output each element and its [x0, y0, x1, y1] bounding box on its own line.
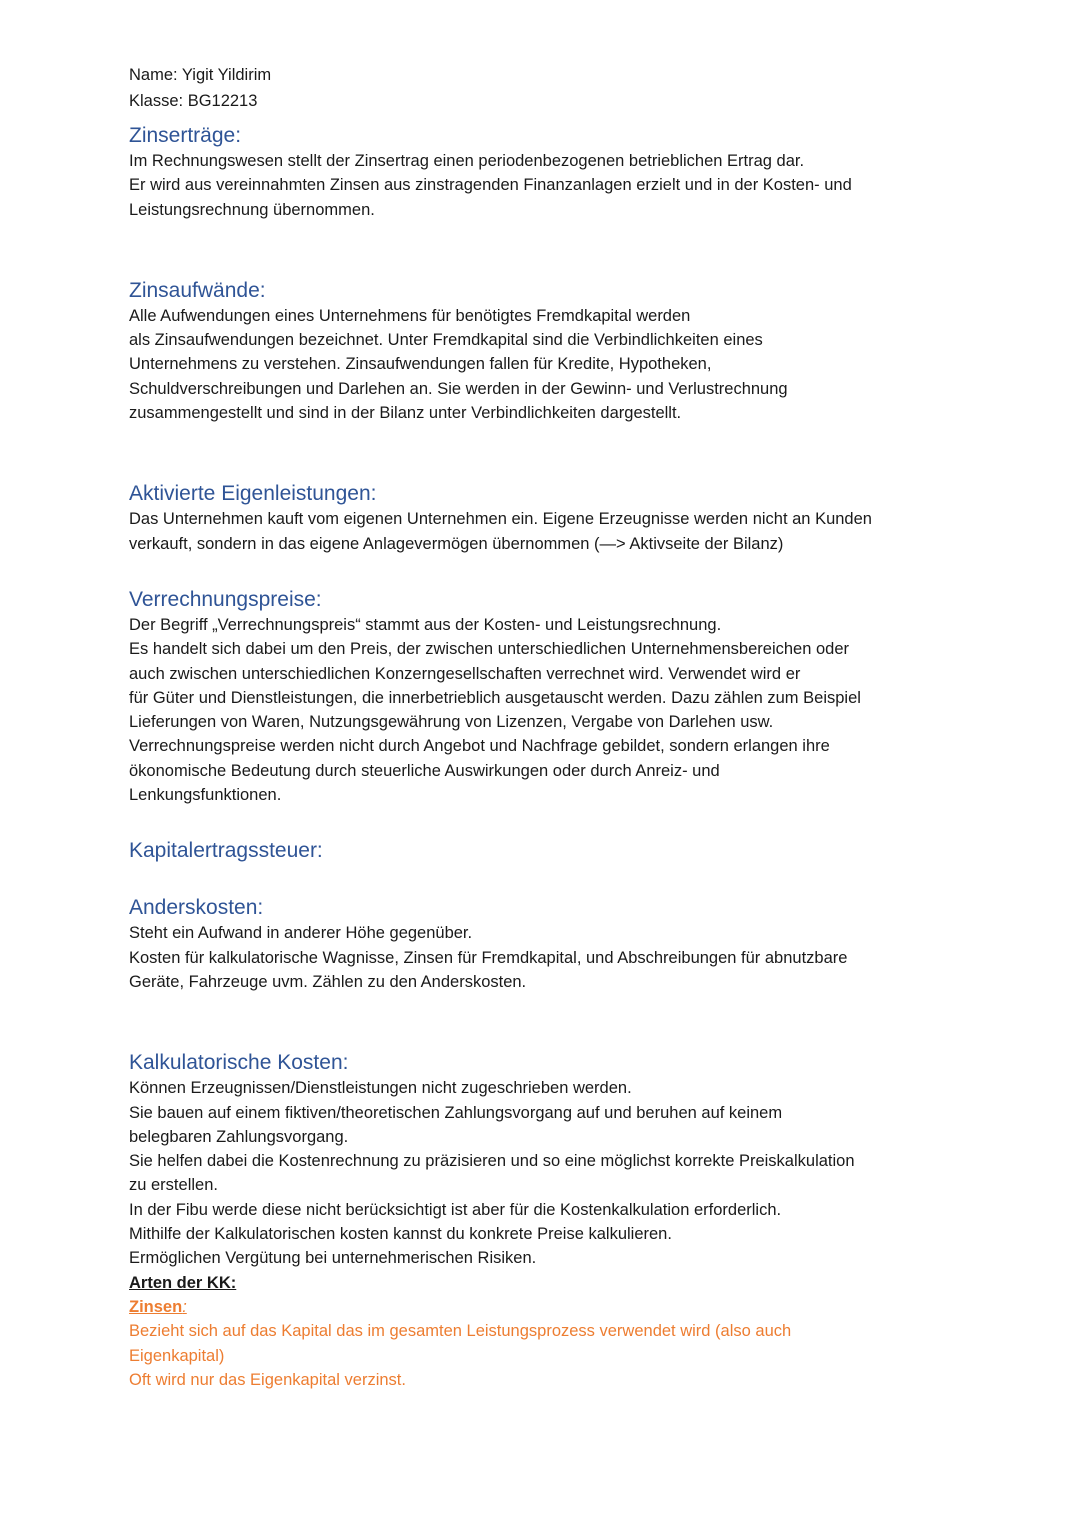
text-verrechnungspreise [129, 613, 969, 807]
section-verrechnungspreise [129, 586, 969, 807]
text-line: Sie bauen auf einem fiktiven/theoretischen Zahlungsvorgang auf und beruhen auf keinem [129, 1103, 783, 1122]
text-line: ökonomische Bedeutung durch steuerliche Auswirkungen oder durch Anreiz- und [129, 761, 720, 780]
document-page [129, 62, 969, 1392]
text-line: Es handelt sich dabei um den Preis, der zwischen unterschiedlichen Unternehmensbereichen oder [129, 640, 849, 659]
text-line: Verrechnungspreise werden nicht durch Angebot und Nachfrage gebildet, sondern erlangen ihre [129, 737, 830, 756]
text-line: Ermöglichen Vergütung bei unternehmerischen Risiken. [129, 1249, 537, 1268]
text-line: Das Unternehmen kauft vom eigenen Unternehmen ein. Eigene Erzeugnisse werden nicht an Kunden [129, 510, 872, 529]
heading-aktivierte-eigenleistungen: Aktivierte Eigenleistungen: [129, 482, 377, 506]
heading-kalkulatorische-kosten: Kalkulatorische Kosten: [129, 1051, 349, 1075]
text-line: auch zwischen unterschiedlichen Konzerngesellschaften verrechnet wird. Verwendet wird er [129, 664, 801, 683]
arten-der-kk-heading: Arten der KK: [129, 1273, 237, 1292]
text-line: für Güter und Dienstleistungen, die innerbetrieblich ausgetauscht werden. Dazu zählen zum Beispiel [129, 688, 861, 707]
text-line: Eigenkapital) [129, 1346, 225, 1365]
text-line: Alle Aufwendungen eines Unternehmens für benötigtes Fremdkapital werden [129, 306, 691, 325]
text-line: Leistungsrechnung übernommen. [129, 200, 375, 219]
heading-zinsaufwaende: Zinsaufwände: [129, 278, 266, 302]
text-line: In der Fibu werde diese nicht berücksichtigt ist aber für die Kostenkalkulation erforderlich. [129, 1200, 782, 1219]
heading-zinsertraege: Zinserträge: [129, 124, 242, 147]
text-line: als Zinsaufwendungen bezeichnet. Unter Fremdkapital sind die Verbindlichkeiten eines [129, 331, 763, 350]
text-line: belegbaren Zahlungsvorgang. [129, 1127, 349, 1146]
text-line: Er wird aus vereinnahmten Zinsen aus zinstragenden Finanzanlagen erzielt und in der Kosten- und [129, 176, 852, 195]
text-zinsen [129, 1319, 969, 1392]
text-line: Im Rechnungswesen stellt der Zinsertrag einen periodenbezogenen betrieblichen Ertrag dar. [129, 152, 805, 170]
zinsen-label: Zinsen [129, 1297, 183, 1316]
text-aktivierte-eigenleistungen [129, 507, 969, 556]
heading-anderskosten: Anderskosten: [129, 896, 264, 920]
text-line: Bezieht sich auf das Kapital das im gesamten Leistungsprozess verwendet wird (also auch [129, 1322, 792, 1341]
text-line: Kosten für kalkulatorische Wagnisse, Zinsen für Fremdkapital, und Abschreibungen für abnutzbare [129, 948, 848, 967]
text-anderskosten [129, 921, 969, 994]
section-aktivierte-eigenleistungen [129, 480, 969, 556]
student-class: Klasse: BG12213 [129, 92, 258, 110]
text-line: zusammengestellt und sind in der Bilanz unter Verbindlichkeiten dargestellt. [129, 404, 682, 423]
heading-verrechnungspreise: Verrechnungspreise: [129, 587, 322, 611]
text-line: verkauft, sondern in das eigene Anlagevermögen übernommen (—> Aktivseite der Bilanz) [129, 534, 784, 553]
zinsen-colon: : [182, 1297, 187, 1316]
text-zinsertraege [129, 149, 969, 222]
text-line: Lenkungsfunktionen. [129, 786, 282, 805]
text-line: zu erstellen. [129, 1176, 218, 1195]
text-line: Oft wird nur das Eigenkapital verzinst. [129, 1370, 406, 1389]
text-line: Steht ein Aufwand in anderer Höhe gegenüber. [129, 924, 473, 943]
section-zinsaufwaende [129, 277, 969, 425]
section-anderskosten [129, 894, 969, 994]
text-line: Schuldverschreibungen und Darlehen an. Sie werden in der Gewinn- und Verlustrechnung [129, 379, 788, 398]
section-kalkulatorische-kosten [129, 1049, 969, 1392]
text-line: Können Erzeugnissen/Dienstleistungen nicht zugeschrieben werden. [129, 1079, 632, 1098]
text-line: Geräte, Fahrzeuge uvm. Zählen zu den Anderskosten. [129, 972, 527, 991]
text-line: Unternehmens zu verstehen. Zinsaufwendungen fallen für Kredite, Hypotheken, [129, 355, 712, 374]
text-line: Mithilfe der Kalkulatorischen kosten kannst du konkrete Preise kalkulieren. [129, 1225, 672, 1244]
section-kapitalertragssteuer [129, 837, 969, 864]
zinsen-subheading [129, 1295, 969, 1319]
text-kalkulatorische-kosten [129, 1076, 969, 1270]
text-line: Sie helfen dabei die Kostenrechnung zu präzisieren und so eine möglichst korrekte Preiskalkulation [129, 1152, 855, 1171]
text-line: Der Begriff „Verrechnungspreis“ stammt aus der Kosten- und Leistungsrechnung. [129, 615, 722, 634]
student-name: Name: Yigit Yildirim [129, 66, 272, 84]
text-zinsaufwaende [129, 304, 969, 425]
heading-kapitalertragssteuer: Kapitalertragssteuer: [129, 839, 323, 863]
text-line: Lieferungen von Waren, Nutzungsgewährung von Lizenzen, Vergabe von Darlehen usw. [129, 713, 774, 732]
section-zinsertraege [129, 122, 969, 222]
